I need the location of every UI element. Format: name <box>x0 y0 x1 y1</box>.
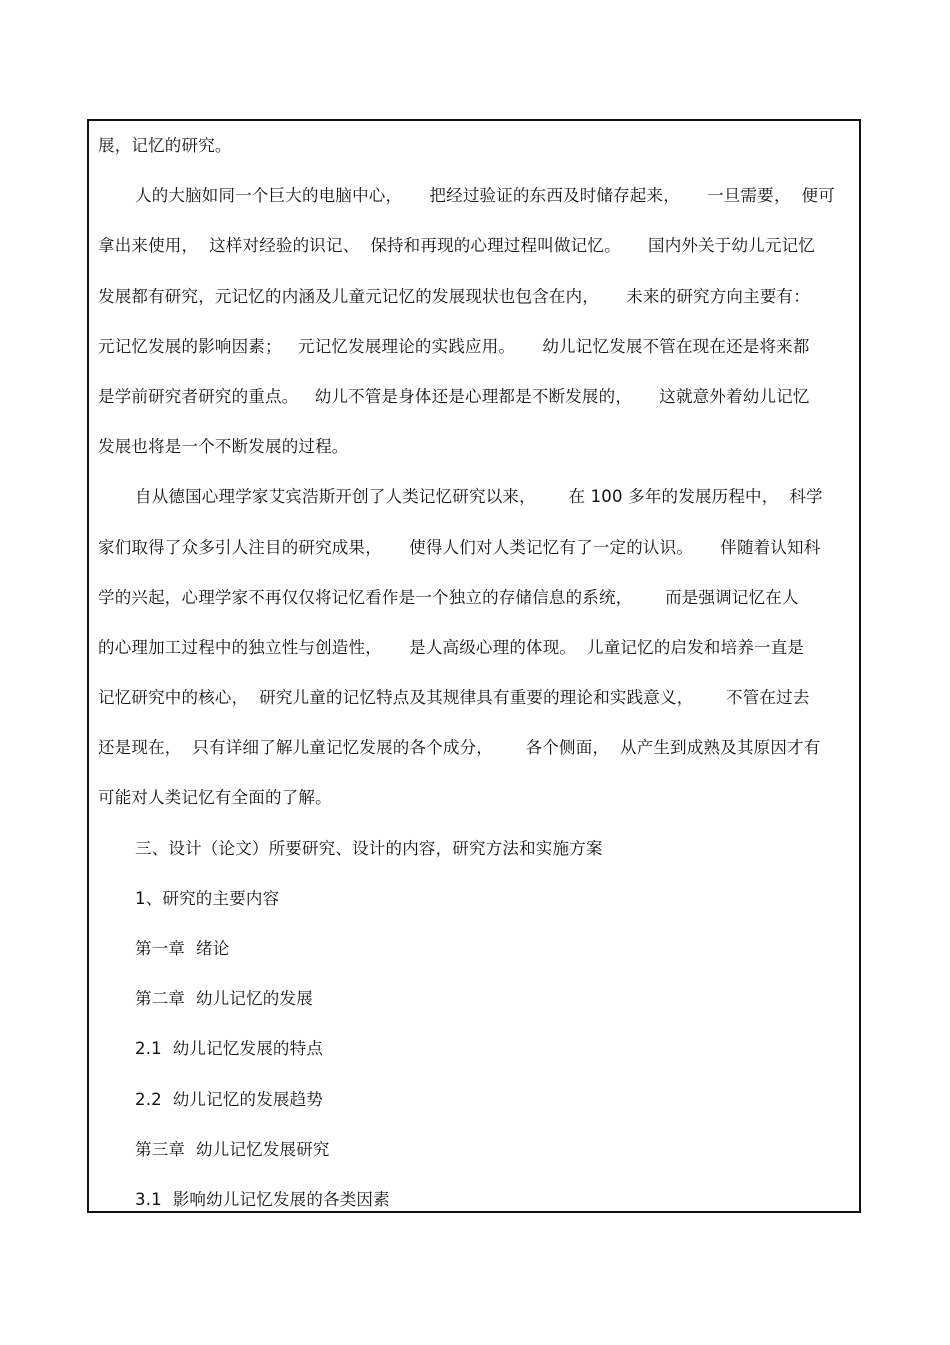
outline-subitem: 3.1 影响幼儿记忆发展的各类因素 <box>135 1189 390 1209</box>
section-heading: 三、设计（论文）所要研究、设计的内容，研究方法和实施方案 <box>135 838 603 858</box>
text-line: 元记忆发展的影响因素； 元记忆发展理论的实践应用。 幼儿记忆发展不管在现在还是将来都 <box>98 336 810 356</box>
text-line: 还是现在， 只有详细了解儿童记忆发展的各个成分， 各个侧面， 从产生到成熟及其原因才有 <box>98 738 821 758</box>
text-line: 的心理加工过程中的独立性与创造性， 是人高级心理的体现。 儿童记忆的启发和培养一直是 <box>98 637 805 657</box>
chapter-item: 第一章 绪论 <box>135 939 230 958</box>
chapter-item: 第三章 幼儿记忆发展研究 <box>135 1139 330 1159</box>
text-line: 记忆研究中的核心， 研究儿童的记忆特点及其规律具有重要的理论和实践意义， 不管在过去 <box>98 688 810 708</box>
document-body <box>98 131 851 1235</box>
text-line: 人的大脑如同一个巨大的电脑中心， 把经过验证的东西及时储存起来， 一旦需要， 便可 <box>135 186 835 206</box>
text-line: 自从德国心理学家艾宾浩斯开创了人类记忆研究以来， 在 100 多年的发展历程中， 科学 <box>135 487 823 507</box>
text-line: 可能对人类记忆有全面的了解。 <box>98 788 332 808</box>
text-line: 拿出来使用， 这样对经验的识记、 保持和再现的心理过程叫做记忆。 国内外关于幼儿元记忆 <box>98 236 816 256</box>
subsection-heading: 1、研究的主要内容 <box>135 888 280 908</box>
content-frame <box>87 119 861 1213</box>
chapter-item: 第二章 幼儿记忆的发展 <box>135 989 313 1009</box>
text-line: 发展也将是一个不断发展的过程。 <box>98 437 349 457</box>
text-line: 发展都有研究，元记忆的内涵及儿童元记忆的发展现状也包含在内， 未来的研究方向主要有： <box>98 286 810 306</box>
outline-subitem: 2.1 幼儿记忆发展的特点 <box>135 1039 324 1059</box>
text-line: 学的兴起，心理学家不再仅仅将记忆看作是一个独立的存储信息的系统， 而是强调记忆在人 <box>98 587 799 607</box>
outline-subitem: 2.2 幼儿记忆的发展趋势 <box>135 1089 324 1109</box>
text-line: 家们取得了众多引人注目的研究成果， 使得人们对人类记忆有了一定的认识。 伴随着认知科 <box>98 537 821 557</box>
text-line: 是学前研究者研究的重点。 幼儿不管是身体还是心理都是不断发展的， 这就意外着幼儿记忆 <box>98 386 810 406</box>
text-line: 展，记忆的研究。 <box>98 136 232 155</box>
